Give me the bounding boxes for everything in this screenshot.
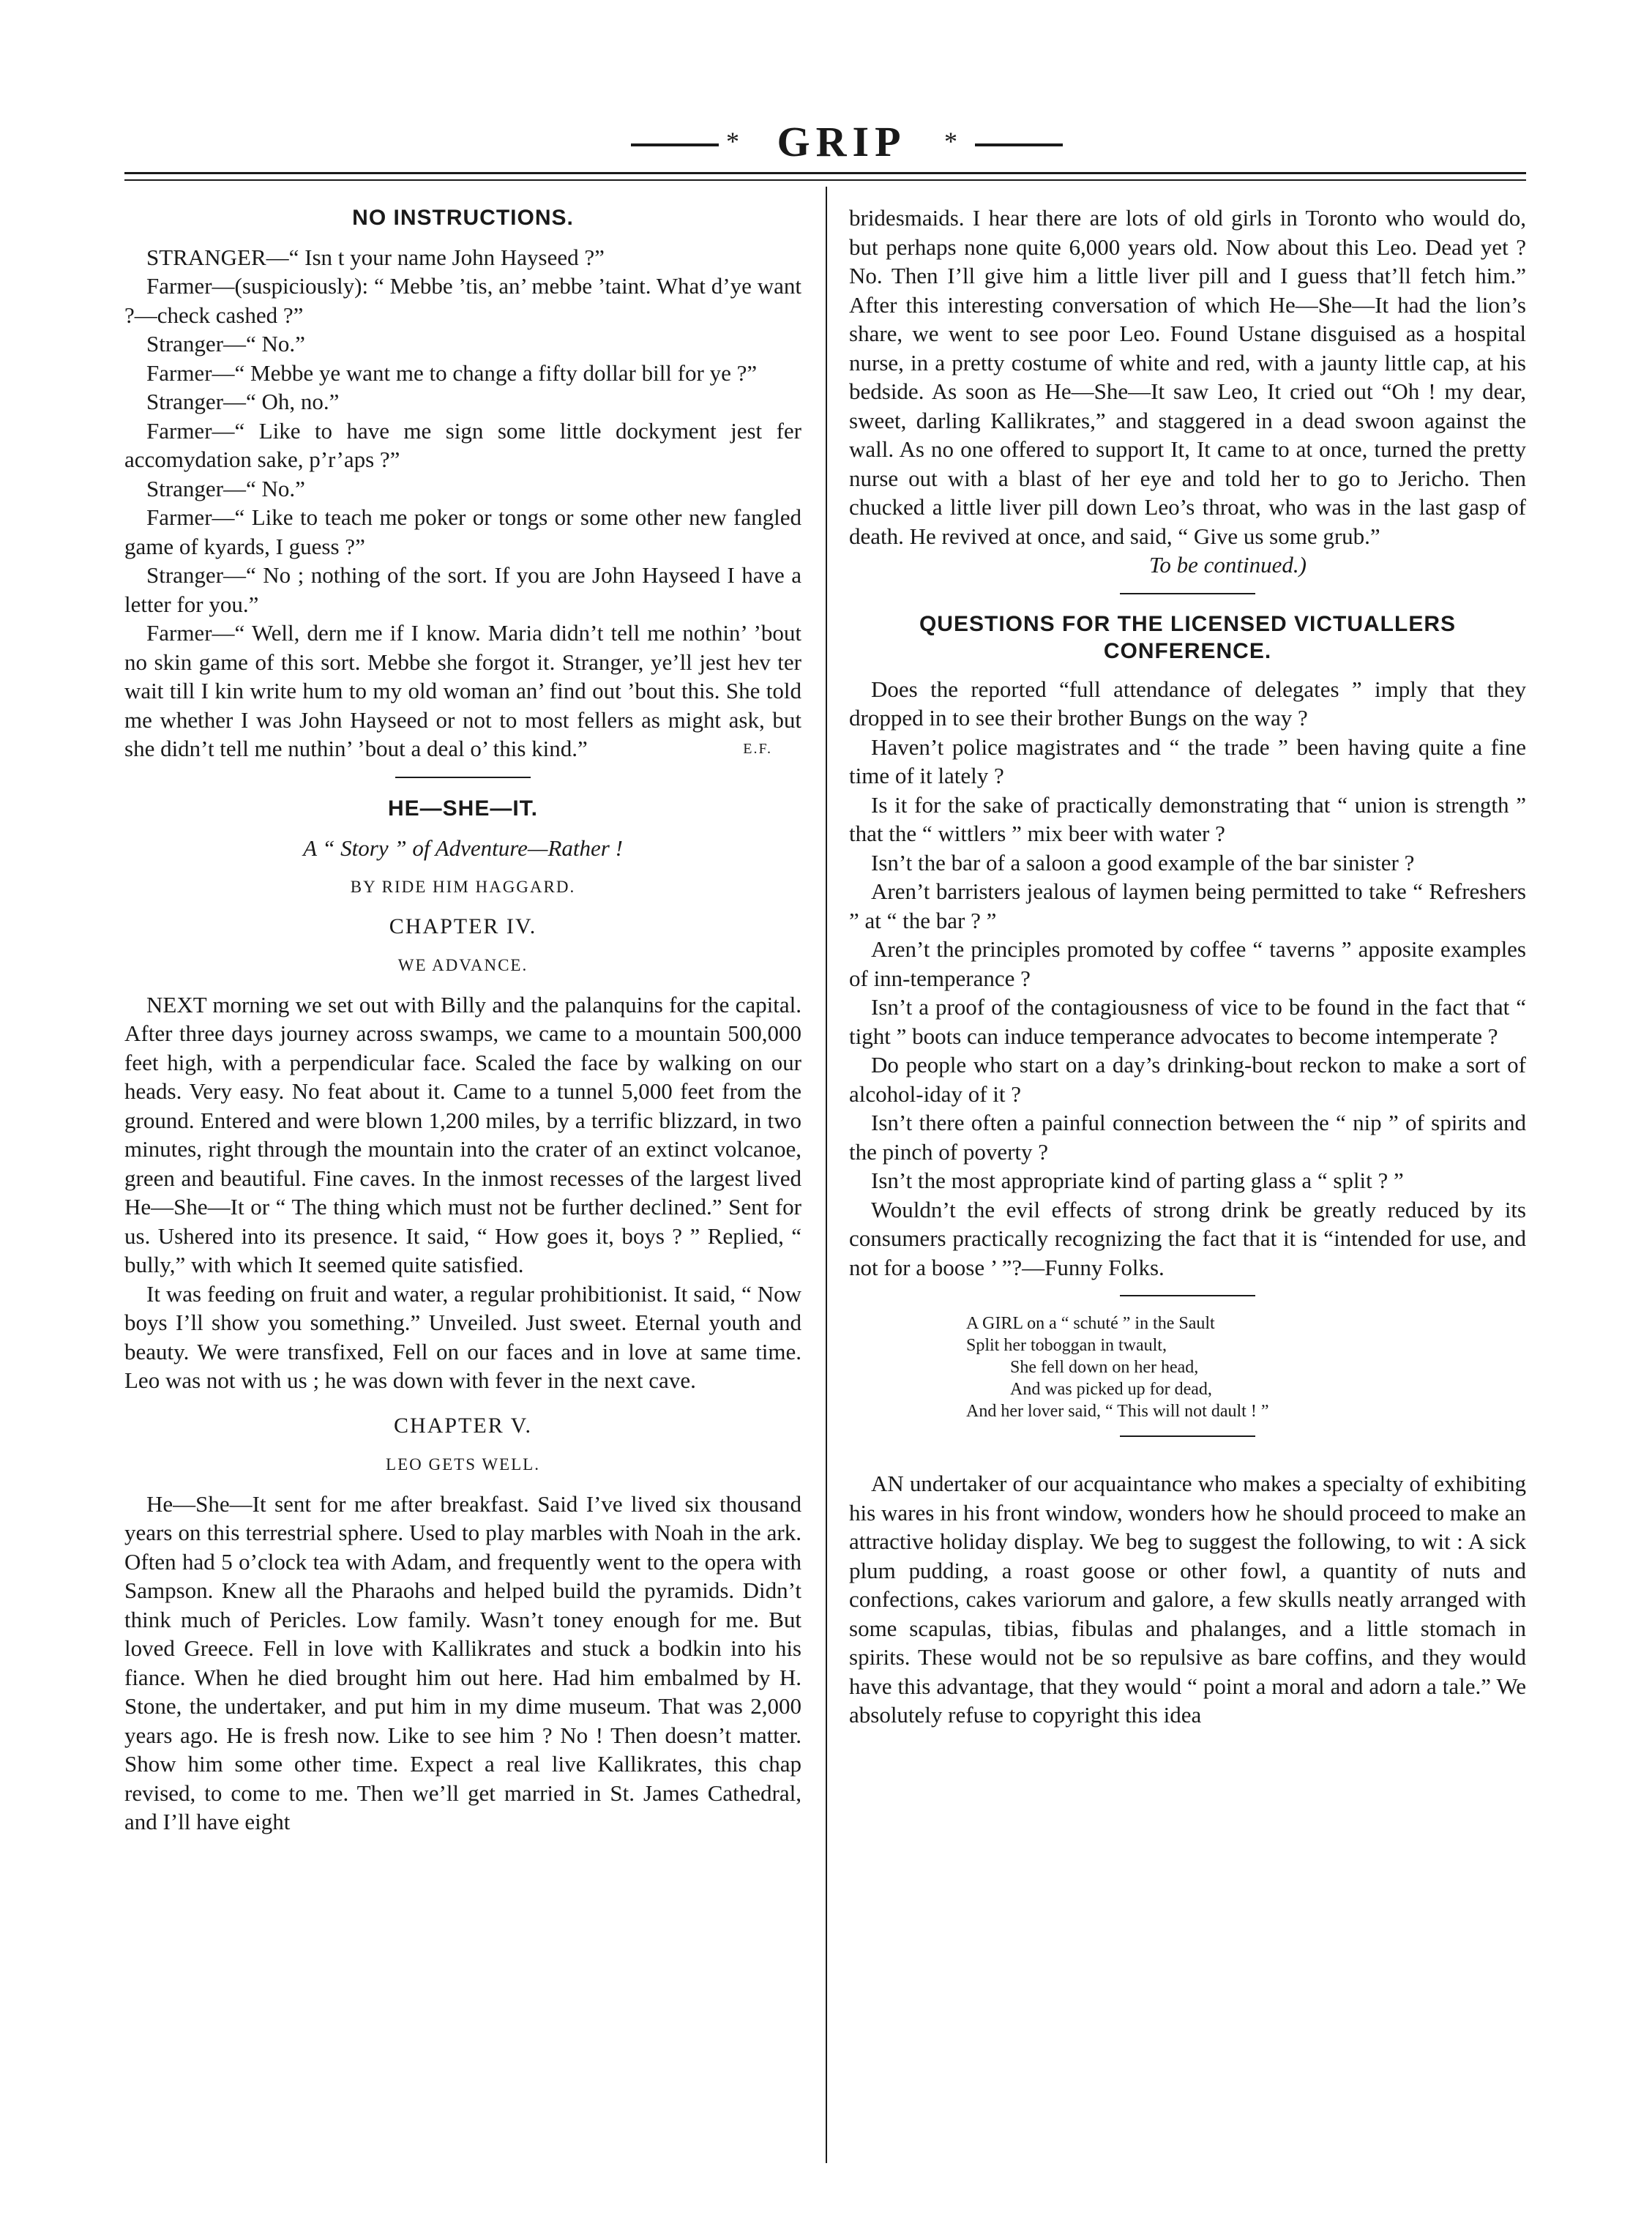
question-item: Isn’t the most appropriate kind of parting glass a “ split ? ”	[871, 1168, 1404, 1193]
article-title-line: CONFERENCE.	[1103, 638, 1272, 663]
verse-line: She fell down on her head,	[1010, 1358, 1199, 1377]
dialogue-line: Stranger—“ No ; nothing of the sort. If you are John Hayseed I have a letter for you.”	[124, 562, 801, 617]
question-item: Is it for the sake of practically demonstrating that “ union is strength ” that the “ wittlers ” mix beer with water ?	[849, 791, 1526, 846]
dialogue-line: Farmer—“ Mebbe ye want me to change a fifty dollar bill for ye ?”	[146, 359, 758, 386]
question-item: Wouldn’t the evil effects of strong drink be greatly reduced by its consumers practically recognizing the fact that it is “intended for use, and not for a boose ’ ”?—Funny Folks.	[849, 1196, 1526, 1280]
dialogue-line: Farmer—“ Like to teach me poker or tongs or some other new fangled game of kyards, I guess ?”	[124, 504, 801, 559]
dialogue-line: Farmer—“ Like to have me sign some little dockyment jest fer accomydation sake, p’r’aps ?”	[124, 417, 801, 472]
chapter-heading: CHAPTER IV.	[389, 914, 537, 938]
verse-line: And was picked up for dead,	[1010, 1380, 1212, 1399]
chapter-subheading: WE ADVANCE.	[397, 956, 528, 974]
column-divider	[826, 187, 827, 2163]
story-paragraph: It was feeding on fruit and water, a regular prohibitionist. It said, “ Now boys I’ll show you something.” Unveiled. Just sweet. Eternal youth and beauty. We were transfixed, Fell on our faces and in love at same time. Leo was not with us ; he was down with fever in the next cave.	[124, 1280, 801, 1393]
verse-line: And her lover said, “ This will not dault ! ”	[966, 1402, 1269, 1421]
section-separator	[1120, 1435, 1255, 1437]
undertaker-paragraph: AN undertaker of our acquaintance who makes a specialty of exhibiting his wares in his front window, wonders how he should proceed to make an attractive holiday display. We beg to suggest the following, to wit : A sick plum pudding, a roast goose or other fowl, a quantity of nuts and confections, cakes variorum and galore, a few skulls neatly arranged with some scapulas, tibias, fibulas and phalanges, and a little stomach in spirits. These would not be so repulsive as bare coffins, and they would have this advantage, that they would “ point a moral and adorn a tale.” We absolutely refuse to copyright this idea	[849, 1471, 1526, 1728]
star-ornament-icon: *	[944, 127, 957, 156]
limerick	[849, 1312, 1526, 1422]
masthead-rule-right	[975, 143, 1063, 146]
dialogue-line: STRANGER—“ Isn t your name John Hayseed ?”	[146, 244, 605, 270]
right-column	[849, 203, 1526, 1730]
author-signature: E.F.	[743, 740, 772, 757]
header-rule	[124, 179, 1526, 181]
dialogue-line: Stranger—“ No.”	[146, 331, 305, 356]
article-subtitle: A “ Story ” of Adventure—Rather !	[303, 834, 623, 861]
to-be-continued: To be continued.)	[1149, 552, 1307, 578]
header-rule	[124, 172, 1526, 174]
article-title	[849, 610, 1526, 665]
verse-line: A GIRL on a “ schuté ” in the Sault	[966, 1314, 1215, 1333]
section-separator	[395, 777, 531, 778]
section-separator	[1120, 1295, 1255, 1296]
verse-line: Split her toboggan in twault,	[966, 1336, 1167, 1355]
masthead	[0, 117, 1652, 168]
article-title-line: QUESTIONS FOR THE LICENSED VICTUALLERS	[919, 611, 1457, 636]
question-item: Isn’t a proof of the contagiousness of vice to be found in the fact that “ tight ” boots can induce temperance advocates to become intemperate ?	[849, 994, 1526, 1049]
star-ornament-icon: *	[726, 127, 739, 156]
byline: BY RIDE HIM HAGGARD.	[350, 878, 576, 896]
question-item: Isn’t the bar of a saloon a good example of the bar sinister ?	[871, 849, 1415, 875]
chapter-subheading: LEO GETS WELL.	[386, 1455, 540, 1474]
dialogue-line: Farmer—“ Well, dern me if I know. Maria didn’t tell me nothin’ ’bout no skin game of this sort. Mebbe she forgot it. Stranger, ye’ll jest hev ter wait till I kin write hum to my old woman an’ find out ’bout this. She told me whether I was John Hayseed or not to most fellers as might ask, but she didn’t tell me nuthin’ ’bout a deal o’ this kind.”	[124, 620, 801, 761]
question-item: Aren’t barristers jealous of laymen being permitted to take “ Refreshers ” at “ the bar ? ”	[849, 878, 1526, 933]
story-paragraph: NEXT morning we set out with Billy and the palanquins for the capital. After three days journey across swamps, we came to a mountain 500,000 feet high, with a perpendicular face. Scaled the face by walking on our heads. Very easy. No feat about it. Came to a tunnel 5,000 feet from the ground. Entered and were blown 1,200 miles, by a terrific blizzard, in two minutes, right through the mountain into the crater of an extinct volcanoe, green and beautiful. Fine caves. In the inmost recesses of the largest lived He—She—It or “ The thing which must not be further declined.” Sent for us. Ushered into its presence. It said, “ How goes it, boys ? ” Replied, “ bully,” with which It seemed quite satisfied.	[124, 991, 801, 1277]
chapter-heading: CHAPTER V.	[394, 1413, 532, 1438]
masthead-rule-left	[631, 143, 719, 146]
question-item: Isn’t there often a painful connection between the “ nip ” of spirits and the pinch of poverty ?	[849, 1110, 1526, 1165]
dialogue-line: Farmer—(suspiciously): “ Mebbe ’tis, an’ mebbe ’taint. What d’ye want ?—check cashed ?”	[124, 273, 801, 328]
question-item: Do people who start on a day’s drinking-bout reckon to make a sort of alcohol-iday of it ?	[849, 1052, 1526, 1107]
dialogue-line: Stranger—“ No.”	[146, 475, 305, 501]
section-separator	[1120, 593, 1255, 594]
story-paragraph: He—She—It sent for me after breakfast. Said I’ve lived six thousand years on this terrestrial sphere. Used to play marbles with Noah in the ark. Often had 5 o’clock tea with Adam, and frequently went to the opera with Sampson. Knew all the Pharaohs and helped build the pyramids. Didn’t think much of Pericles. Low family. Wasn’t toney enough for me. But loved Greece. Fell in love with Kallikrates and stuck a bodkin into his fiance. When he died brought him out here. Had him embalmed by H. Stone, the undertaker, and put him in my dime museum. That was 2,000 years ago. He is fresh now. Like to see him ? No ! Then doesn’t matter. Show him some other time. Expect a real live Kallikrates, this chap revised, to come to me. Then we’ll get married in St. James Cathedral, and I’ll have eight	[124, 1490, 801, 1834]
dialogue-line: Stranger—“ Oh, no.”	[146, 389, 340, 414]
article-title: NO INSTRUCTIONS.	[352, 206, 574, 230]
article-title: HE—SHE—IT.	[387, 796, 539, 821]
story-continuation: bridesmaids. I hear there are lots of old girls in Toronto who would do, but perhaps none quite 6,000 years old. Now about this Leo. Dead yet ? No. Then I’ll give him a little liver pill and I guess that’ll fetch him.” After this interesting conversation of which He—She—It had the lion’s share, we went to see poor Leo. Found Ustane disguised as a hospital nurse, in a pretty costume of white and red, with a jaunty little cap, at his bedside. As soon as He—She—It saw Leo, It cried out “Oh ! my dear, sweet, darling Kallikrates,” and staggered in a dead swoon against the wall. As no one offered to support It, It came to at once, turned the pretty nurse out with a blast of her eye and told her to go to Jericho. Then chucked a little liver pill down Leo’s throat, who was in the last gasp of death. He revived at once, and said, “ Give us some grub.”	[849, 205, 1526, 549]
question-item: Aren’t the principles promoted by coffee “ taverns ” apposite examples of inn-temperance ?	[849, 936, 1526, 991]
masthead-title: GRIP	[777, 118, 907, 165]
question-item: Does the reported “full attendance of delegates ” imply that they dropped in to see their brother Bungs on the way ?	[849, 676, 1526, 731]
left-column	[124, 203, 801, 1837]
question-item: Haven’t police magistrates and “ the trade ” been having quite a fine time of it lately ?	[849, 733, 1526, 788]
